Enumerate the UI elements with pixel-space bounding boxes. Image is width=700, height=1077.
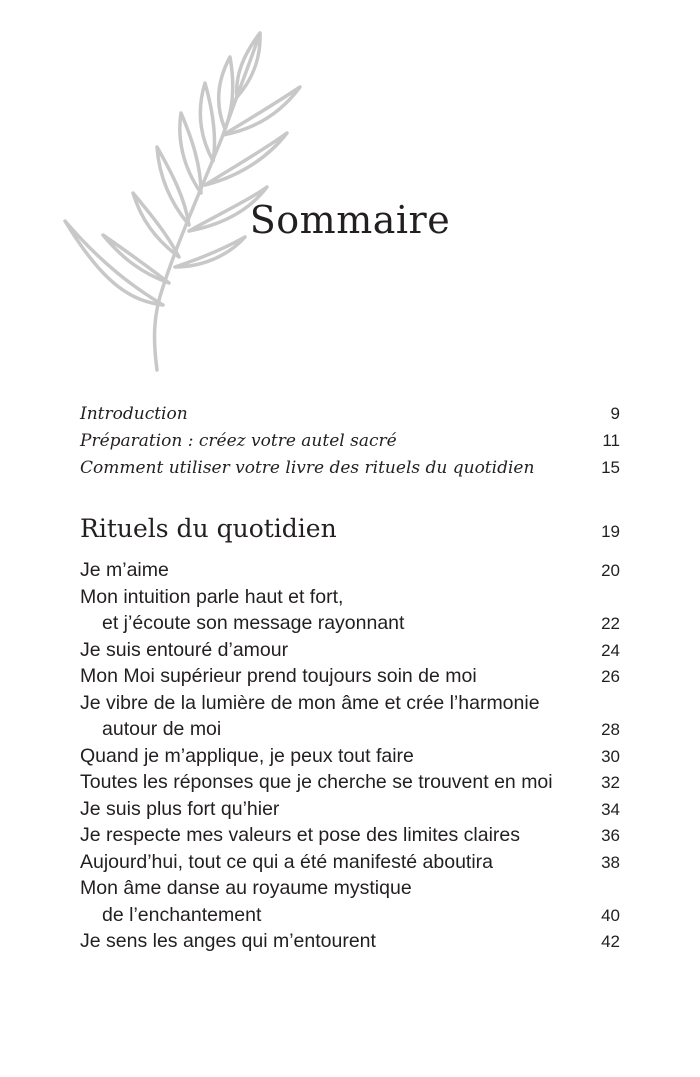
toc-entry-label: Aujourd’hui, tout ce qui a été manifesté aboutira	[80, 851, 494, 873]
toc-entry	[80, 610, 620, 636]
toc-entry-introduction	[80, 401, 620, 427]
toc-entry-page: 34	[601, 800, 620, 819]
toc-entry-page: 42	[601, 932, 620, 951]
toc-entry-label: Introduction	[80, 404, 188, 424]
toc-entry-label: et j’écoute son message rayonnant	[102, 612, 405, 634]
toc-entry-page: 36	[601, 826, 620, 845]
section-heading	[80, 511, 620, 547]
toc-entry-label: Mon âme danse au royaume mystique	[80, 877, 412, 899]
toc-entry-page: 20	[601, 561, 620, 580]
toc-entry	[80, 796, 620, 822]
section-page: 19	[601, 522, 620, 541]
toc-entry	[80, 875, 620, 901]
toc-entry-page: 22	[601, 614, 620, 633]
toc-entry-page: 28	[601, 720, 620, 739]
toc-entry-page: 38	[601, 853, 620, 872]
toc-entry-page: 15	[601, 458, 620, 477]
toc-entry	[80, 584, 620, 610]
toc-entry-page: 40	[601, 906, 620, 925]
toc-entry-page: 32	[601, 773, 620, 792]
toc-entry-label: Comment utiliser votre livre des rituels du quotidien	[80, 458, 535, 478]
toc-entry	[80, 822, 620, 848]
toc-entry	[80, 902, 620, 928]
toc-entry-page: 30	[601, 747, 620, 766]
toc-entry	[80, 769, 620, 795]
toc-entry	[80, 743, 620, 769]
toc-entry-preparation	[80, 428, 620, 454]
toc-entry-label: Mon Moi supérieur prend toujours soin de moi	[80, 665, 477, 687]
toc-entry	[80, 557, 620, 583]
toc-entry-label: Je suis plus fort qu’hier	[80, 798, 280, 820]
toc-entry-label: autour de moi	[102, 718, 222, 740]
toc-entry-label: Je respecte mes valeurs et pose des limites claires	[80, 824, 521, 846]
toc-entry	[80, 690, 620, 716]
toc-entry-page: 11	[602, 431, 620, 450]
section-title: Rituels du quotidien	[80, 514, 337, 543]
toc-entry-label: Quand je m’applique, je peux tout faire	[80, 745, 414, 767]
toc-entry	[80, 637, 620, 663]
toc-entry-page: 24	[601, 641, 620, 660]
page-title: Sommaire	[249, 198, 451, 242]
toc-entry-label: Toutes les réponses que je cherche se trouvent en moi	[80, 771, 553, 793]
toc-entry	[80, 663, 620, 689]
toc-entry-comment-utiliser	[80, 455, 620, 481]
toc-entry-label: de l’enchantement	[102, 904, 262, 926]
toc-entry-page: 26	[601, 667, 620, 686]
toc-entry-label: Je suis entouré d’amour	[80, 639, 289, 661]
toc-entry-label: Je sens les anges qui m’entourent	[80, 930, 376, 952]
toc-entry-label: Je vibre de la lumière de mon âme et crée l’harmonie	[80, 692, 540, 714]
toc-entry	[80, 928, 620, 954]
toc-entry-label: Préparation : créez votre autel sacré	[80, 431, 397, 451]
toc-entry	[80, 849, 620, 875]
toc-entry-label: Mon intuition parle haut et fort,	[80, 586, 344, 608]
toc-entry	[80, 716, 620, 742]
toc-entry-page: 9	[610, 404, 620, 423]
toc-entry-label: Je m’aime	[80, 559, 169, 581]
